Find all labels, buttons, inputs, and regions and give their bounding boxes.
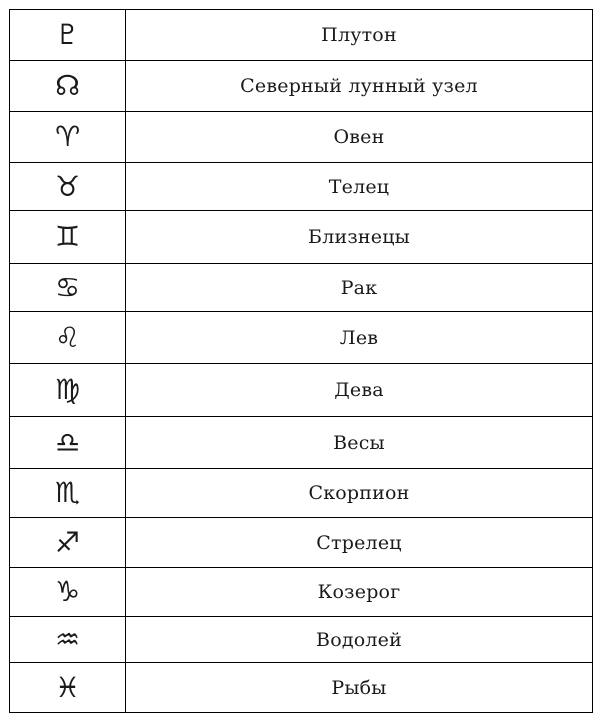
table-row <box>10 417 593 469</box>
capricorn-icon: ♑︎ <box>10 568 126 617</box>
row-name: Овен <box>126 112 593 163</box>
row-name: Близнецы <box>126 211 593 264</box>
row-name: Водолей <box>126 617 593 663</box>
taurus-icon: ♉︎ <box>10 163 126 211</box>
aquarius-icon: ♒︎ <box>10 617 126 663</box>
scorpio-icon: ♏︎ <box>10 469 126 518</box>
libra-icon: ♎︎ <box>10 417 126 469</box>
table-row <box>10 518 593 568</box>
virgo-icon: ♍︎ <box>10 364 126 417</box>
table-row <box>10 364 593 417</box>
pluto-icon: ♇ <box>10 10 126 61</box>
table-row <box>10 617 593 663</box>
row-name: Рыбы <box>126 663 593 713</box>
table-row <box>10 163 593 211</box>
sagittarius-icon: ♐︎ <box>10 518 126 568</box>
table-row <box>10 568 593 617</box>
row-name: Дева <box>126 364 593 417</box>
table-row <box>10 663 593 713</box>
row-name: Козерог <box>126 568 593 617</box>
row-name: Лев <box>126 312 593 364</box>
row-name: Стрелец <box>126 518 593 568</box>
row-name: Рак <box>126 264 593 312</box>
pisces-icon: ♓︎ <box>10 663 126 713</box>
row-name: Северный лунный узел <box>126 61 593 112</box>
row-name: Весы <box>126 417 593 469</box>
row-name: Телец <box>126 163 593 211</box>
table-row <box>10 61 593 112</box>
row-name: Плутон <box>126 10 593 61</box>
leo-icon: ♌︎ <box>10 312 126 364</box>
table-row <box>10 211 593 264</box>
astrology-symbols-table <box>9 9 593 713</box>
gemini-icon: ♊︎ <box>10 211 126 264</box>
table-row <box>10 112 593 163</box>
table-row <box>10 10 593 61</box>
table-row <box>10 312 593 364</box>
table-row <box>10 264 593 312</box>
north-lunar-node-icon: ☊ <box>10 61 126 112</box>
row-name: Скорпион <box>126 469 593 518</box>
aries-icon: ♈︎ <box>10 112 126 163</box>
cancer-icon: ♋︎ <box>10 264 126 312</box>
table-row <box>10 469 593 518</box>
